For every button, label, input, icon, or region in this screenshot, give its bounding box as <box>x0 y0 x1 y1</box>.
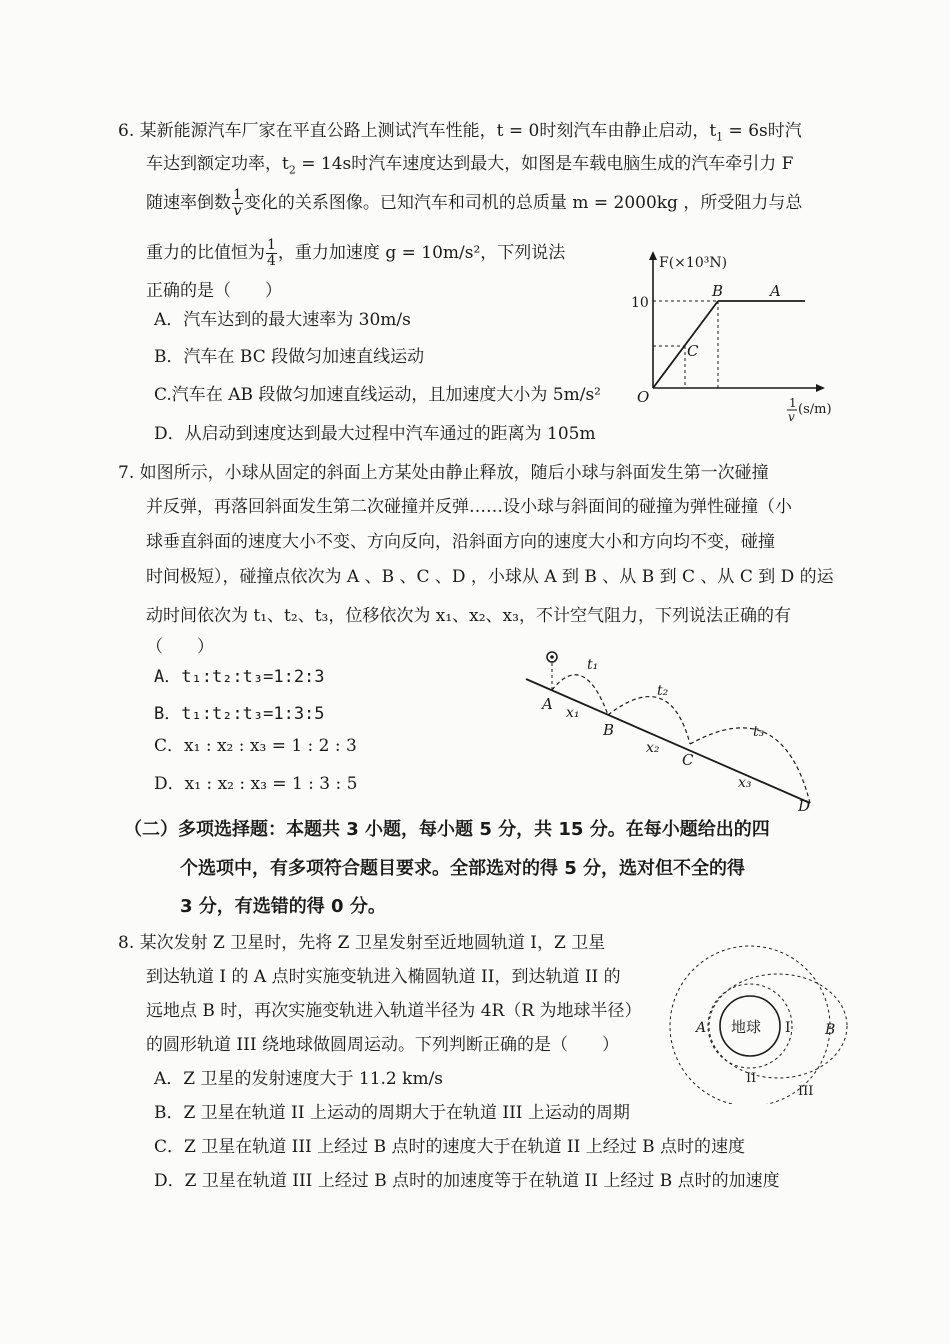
x-label-unit: (s/m) <box>798 402 832 417</box>
q6-line-3: 随速率倒数 $\frac{1}{v}$ 变化的关系图像。已知汽车和司机的总质量 m = 2000kg ，所受阻力与总 <box>146 187 803 219</box>
section-2-heading-line-2: 个选项中，有多项符合题目要求。全部选对的得 5 分，选对但不全的得 <box>180 858 746 879</box>
q7-option-a: A．t₁:t₂:t₃=1:2:3 <box>154 667 325 687</box>
section-2-heading-line-1: （二）多项选择题：本题共 3 小题，每小题 5 分，共 15 分。在每小题给出的四 <box>124 819 770 840</box>
label-t3: t₃ <box>753 724 765 740</box>
ball-core <box>550 655 554 659</box>
q8-line-3: 远地点 B 时，再次实施变轨进入轨道半径为 4R（R 为地球半径） <box>146 1001 642 1021</box>
q8-line-1: 8. 某次发射 Z 卫星时，先将 Z 卫星发射至近地圆轨道 I，Z 卫星 <box>118 933 606 953</box>
fraction-one-over-v: $\frac{1}{v}$ <box>233 187 242 219</box>
q8-option-b: B．Z 卫星在轨道 II 上运动的周期大于在轨道 III 上运动的周期 <box>154 1103 630 1123</box>
label-orbit-i: I <box>785 1020 791 1036</box>
q7-line-1: 7. 如图所示，小球从固定的斜面上方某处由静止释放，随后小球与斜面发生第一次碰撞 <box>118 463 769 483</box>
label-d: D <box>798 797 811 815</box>
y-axis-arrow <box>649 251 657 260</box>
q8-line-4: 的圆形轨道 III 绕地球做圆周运动。下列判断正确的是（ ） <box>146 1035 619 1055</box>
section-2-heading-line-3: 3 分，有选错的得 0 分。 <box>180 896 386 917</box>
q8-line-2: 到达轨道 I 的 A 点时实施变轨进入椭圆轨道 II，到达轨道 II 的 <box>146 967 621 987</box>
q7-line-6: （ ） <box>146 637 214 657</box>
q7-option-b: B．t₁:t₂:t₃=1:3:5 <box>154 704 325 724</box>
q6-option-a: A．汽车达到的最大速率为 30m/s <box>154 310 411 330</box>
q7-line-4: 时间极短），碰撞点依次为 A 、B 、C 、D ，小球从 A 到 B 、从 B 到 C 、从 C 到 D 的运 <box>146 567 834 587</box>
q6-option-d: D．从启动到速度达到最大过程中汽车通过的距离为 105m <box>154 424 596 444</box>
q6-force-graph <box>620 245 850 425</box>
q8-option-c: C．Z 卫星在轨道 III 上经过 B 点时的速度大于在轨道 II 上经过 B 点时的速度 <box>154 1137 746 1157</box>
q6-line-2: 车达到额定功率，$t_2 = 14s$时汽车速度达到最大，如图是车载电脑生成的汽车牵引力 F <box>146 154 794 177</box>
q7-option-d: D．x₁ : x₂ : x₃ = 1 : 3 : 5 <box>154 774 358 794</box>
label-c: C <box>687 342 699 360</box>
label-x3: x₃ <box>738 775 752 791</box>
q8-orbit-diagram <box>668 944 848 1104</box>
y-axis-label: F(×10³N) <box>659 255 728 271</box>
label-c: C <box>682 751 694 769</box>
label-b: B <box>603 721 615 739</box>
q7-line-2: 并反弹，再落回斜面发生第二次碰撞并反弹……设小球与斜面间的碰撞为弹性碰撞（小 <box>146 497 792 517</box>
q6-line-5: 正确的是（ ） <box>146 281 282 301</box>
earth-label: 地球 <box>731 1018 762 1036</box>
label-a: A <box>696 1020 707 1036</box>
fraction-one-quarter: $\frac{1}{4}$ <box>267 237 276 269</box>
q6-line-1: 6. 某新能源汽车厂家在平直公路上测试汽车性能，t = 0时刻汽车由静止启动，$t_1 = 6s$时汽 <box>118 121 802 144</box>
label-x1: x₁ <box>566 705 580 721</box>
label-a: A <box>542 695 553 713</box>
label-b: B <box>712 282 724 300</box>
q6-option-b: B．汽车在 BC 段做匀加速直线运动 <box>154 347 425 367</box>
label-t1: t₁ <box>587 657 599 673</box>
x-label-den: v <box>788 410 795 424</box>
label-b: B <box>825 1022 836 1038</box>
label-orbit-iii: III <box>798 1084 814 1099</box>
x-label-num: 1 <box>789 396 797 410</box>
label-orbit-ii: II <box>746 1071 757 1086</box>
trajectory-cd <box>690 728 810 803</box>
y-tick-10: 10 <box>631 295 649 311</box>
q6-line-4: 重力的比值恒为 $\frac{1}{4}$ ，重力加速度 g = 10m/s²，下列说法 <box>146 237 566 269</box>
label-x2: x₂ <box>646 740 660 756</box>
x-axis-arrow <box>816 384 825 392</box>
label-o: O <box>637 388 650 406</box>
segment-oc-b <box>653 301 718 388</box>
q8-option-d: D．Z 卫星在轨道 III 上经过 B 点时的加速度等于在轨道 II 上经过 B 点时的加速度 <box>154 1171 780 1191</box>
q7-line-5: 动时间依次为 t₁、t₂、t₃，位移依次为 x₁、x₂、x₃，不计空气阻力，下列说法正确的有 <box>146 606 791 626</box>
q7-line-3: 球垂直斜面的速度大小不变、方向反向，沿斜面方向的速度大小和方向均不变，碰撞 <box>146 532 775 552</box>
q8-option-a: A．Z 卫星的发射速度大于 11.2 km/s <box>154 1069 444 1089</box>
q6-option-c: C.汽车在 AB 段做匀加速直线运动，且加速度大小为 5m/s² <box>154 385 601 405</box>
q7-incline-diagram <box>520 645 820 817</box>
q7-option-c: C．x₁ : x₂ : x₃ = 1 : 2 : 3 <box>154 736 357 756</box>
label-a: A <box>770 282 781 300</box>
label-t2: t₂ <box>657 683 669 699</box>
